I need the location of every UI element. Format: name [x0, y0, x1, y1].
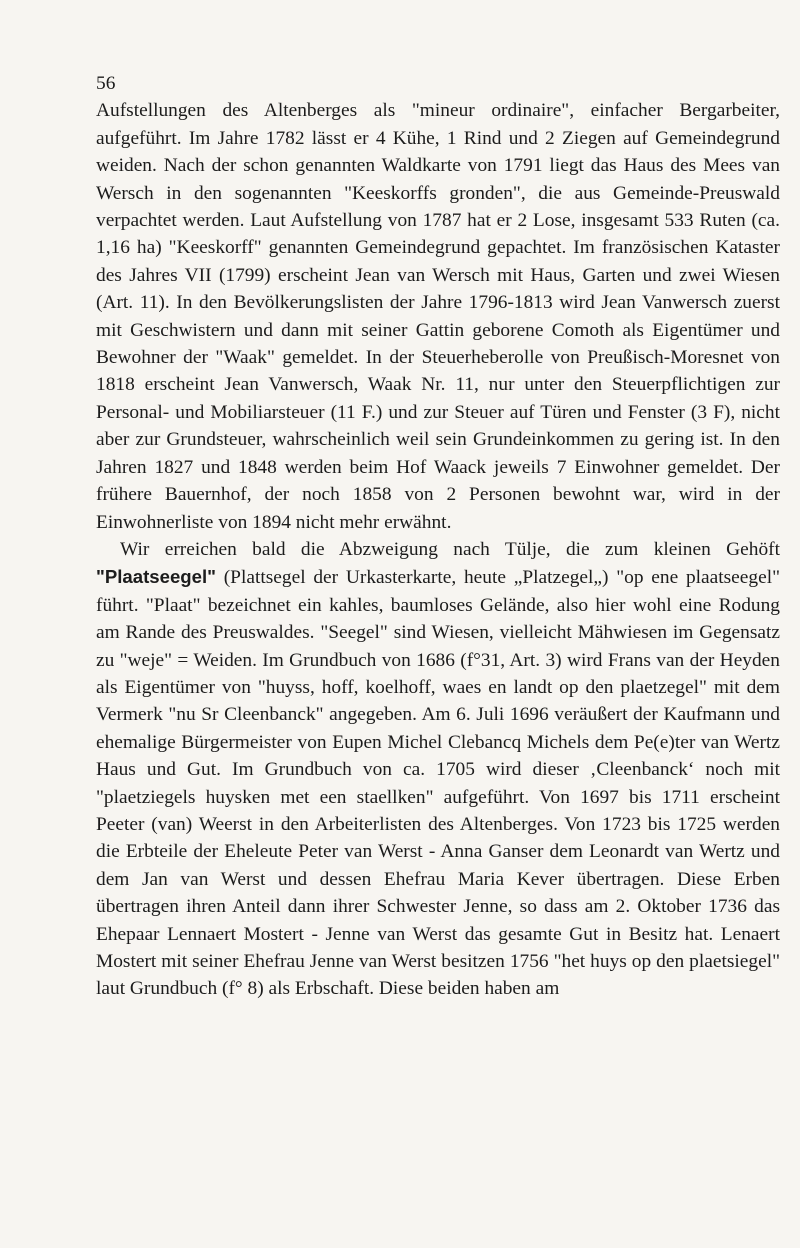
paragraph-plaatseegel-lead: Wir erreichen bald die Abzweigung nach Tülje, die zum kleinen Gehöft [120, 538, 780, 560]
page-number: 56 [96, 73, 116, 94]
paragraph-waak-history: Aufstellungen des Altenberges als "mineur ordinaire", einfacher Bergarbeiter, aufgeführt. Im Jahre 1782 lässt er 4 Kühe, 1 Rind und 2 Ziegen auf Gemeindegrund weiden. Nach der schon genannten Waldkarte von 1791 liegt das Haus des Mees van Wersch in den sogenannten "Keeskorffs gronden", die aus Gemeinde-Preuswald verpachtet werden. Laut Aufstellung von 1787 hat er 2 Lose, insgesamt 533 Ruten (ca. 1,16 ha) "Keeskorff" genannten Gemeindegrund gepachtet. Im französischen Kataster des Jahres VII (1799) erscheint Jean van Wersch mit Haus, Garten und zwei Wiesen (Art. 11). In den Bevölkerungslisten der Jahre 1796-1813 wird Jean Vanwersch zuerst mit Geschwistern und dann mit seiner Gattin geborene Comoth als Eigentümer und Bewohner der "Waak" gemeldet. In der Steuerheberolle von Preußisch-Moresnet von 1818 erscheint Jean Vanwersch, Waak Nr. 11, nur unter den Steuerpflichtigen zur Personal- und Mobiliarsteuer (11 F.) und zur Steuer auf Türen und Fenster (3 F), nicht aber zur Grundsteuer, wahrscheinlich weil sein Grundeinkommen zu gering ist. In den Jahren 1827 und 1848 werden beim Hof Waack jeweils 7 Einwohner gemeldet. Der frühere Bauernhof, der noch 1858 von 2 Personen bewohnt war, wird in der Einwohnerliste von 1894 nicht mehr erwähnt. [96, 100, 780, 533]
paragraph-plaatseegel-body: (Plattsegel der Urkasterkarte, heute „Platzegel„) "op ene plaatseegel" führt. "Plaat" bezeichnet ein kahles, baumloses Gelände, also hier wohl eine Rodung am Rande des Preuswaldes. "Seegel" sind Wiesen, vielleicht Mähwiesen im Gegensatz zu "weje" = Weiden. Im Grundbuch von 1686 (f°31, Art. 3) wird Frans van der Heyden als Eigentümer von "huyss, hoff, koelhoff, waes en landt op den plaetzegel" mit dem Vermerk "nu Sr Cleenbanck" angegeben. Am 6. Juli 1696 veräußert der Kaufmann und ehemalige Bürgermeister von Eupen Michel Clebancq Michels dem Pe(e)ter van Wertz Haus und Gut. Im Grundbuch von ca. 1705 wird dieser ‚Cleenbanck‘ noch mit "plaetziegels huysken met een staellken" aufgeführt. Von 1697 bis 1711 erscheint Peeter (van) Weerst in den Arbeiterlisten des Altenberges. Von 1723 bis 1725 werden die Erbteile der Eheleute Peter van Werst - Anna Ganser dem Leonardt van Wertz und dem Jan van Werst und dessen Ehefrau Maria Kever übertragen. Diese Erben übertragen ihren Anteil dann ihrer Schwester Jenne, so dass am 2. Oktober 1736 das Ehepaar Lennaert Mostert - Jenne van Werst das gesamte Gut in Besitz hat. Lenaert Mostert mit seiner Ehefrau Jenne van Werst besitzen 1756 "het huys op den plaetsiegel" laut Grundbuch (f° 8) als Erbschaft. Diese beiden haben am [96, 567, 780, 1000]
book-page [96, 70, 780, 1003]
paragraph-plaatseegel [96, 536, 780, 1003]
place-name-plaatseegel: "Plaatseegel" [96, 566, 216, 588]
